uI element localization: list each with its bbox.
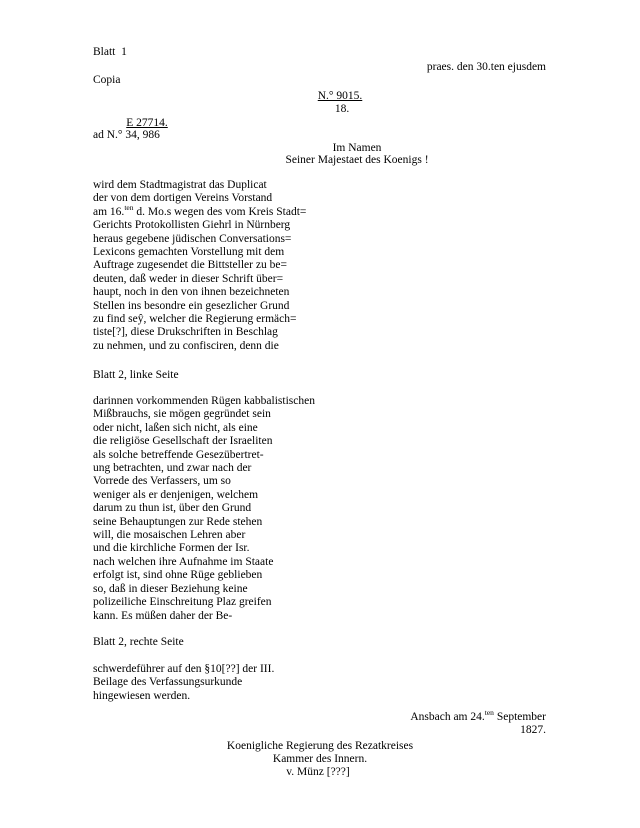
text-line: schwerdeführer auf den §10[??] der III. (93, 663, 275, 675)
text-line: erfolgt ist, sind ohne Rüge geblieben (93, 569, 263, 582)
text-line: will, die mosaischen Lehren aber (93, 529, 246, 542)
date-pre: am 16. (93, 205, 125, 218)
text-line: nach welchen ihre Aufnahme im Staate (93, 555, 274, 568)
text-line: darum zu thun ist, über den Grund (93, 502, 252, 515)
text-line: und die kirchliche Formen der Isr. (93, 542, 250, 555)
text-line: der von dem dortigen Vereins Vorstand (93, 192, 273, 205)
text-line: Beilage des Verfassungsurkunde (93, 676, 243, 689)
text-line: darinnen vorkommenden Rügen kabbalistischen (93, 395, 315, 407)
place-date-post: September (493, 711, 546, 723)
text-line: zu find seŷ, welcher die Regierung ermäch= (93, 313, 297, 326)
text-line: heraus gegebene jüdischen Conversations= (93, 232, 292, 245)
text-line: Mißbrauchs, sie mögen gegründet sein (93, 408, 271, 421)
text-line: deuten, daß weder in dieser Schrift über= (93, 272, 284, 285)
text-line: so, daß in dieser Beziehung keine (93, 582, 248, 595)
text-line: haupt, noch in den von ihnen bezeichneten (93, 286, 290, 299)
text-line: Vorrede des Verfassers, um so (93, 475, 231, 488)
text-line: wird dem Stadtmagistrat das Duplicat (93, 179, 267, 191)
text-line: zu nehmen, und zu confisciren, denn die (93, 339, 279, 352)
date-superscript: ten (124, 202, 134, 212)
sheet-2-right-label: Blatt 2, rechte Seite (93, 636, 184, 648)
place-date-superscript: ten (484, 708, 494, 718)
date-post: d. Mo.s wegen des vom Kreis Stadt= (133, 205, 307, 218)
text-line: hingewiesen werden. (93, 689, 191, 702)
text-line: oder nicht, laßen sich nicht, als eine (93, 421, 258, 434)
text-line: kann. Es müßen daher der Be- (93, 609, 233, 622)
text-line: seine Behauptungen zur Rede stehen (93, 515, 263, 528)
signature-line: v. Münz [???] (286, 766, 350, 778)
document-subnumber: 18. (334, 103, 350, 115)
authority-line: Koenigliche Regierung des Rezatkreises (226, 740, 414, 752)
year-line: 1827. (520, 724, 546, 736)
paragraph-2 (93, 395, 315, 623)
presentation-note: praes. den 30.ten ejusdem (426, 61, 546, 73)
text-line: polizeiliche Einschreitung Plaz greifen (93, 596, 272, 609)
text-line: die religiöse Gesellschaft der Israeliten (93, 435, 273, 448)
copy-label: Copia (93, 74, 121, 86)
text-line-with-superscript (93, 202, 307, 219)
file-number: E 27714. (126, 117, 168, 129)
place-date-line (410, 708, 546, 724)
text-line: ung betrachten, und zwar nach der (93, 462, 252, 475)
text-line: Stellen ins besondre ein gesezlicher Grund (93, 299, 290, 312)
text-line: als solche betreffende Gesezübertret- (93, 448, 264, 461)
reference-number: ad N.° 34, 986 (93, 129, 160, 141)
text-line: weniger als er denjenigen, welchem (93, 488, 259, 501)
place-date-pre: Ansbach am 24. (410, 711, 485, 723)
sheet-1-label: Blatt 1 (93, 46, 127, 58)
text-line: Auftrage zugesendet die Bittsteller zu be= (93, 259, 287, 272)
paragraph-3 (93, 663, 274, 703)
sheet-2-left-label: Blatt 2, linke Seite (93, 369, 179, 381)
paragraph-1 (93, 179, 306, 353)
text-line: Gerichts Protokollisten Giehrl in Nürnberg (93, 219, 291, 232)
invocation-line-2: Seiner Majestaet des Koenigs ! (285, 154, 429, 166)
department-line: Kammer des Innern. (272, 753, 368, 765)
text-line: Lexicons gemachten Vorstellung mit dem (93, 246, 285, 259)
text-line: tiste[?], diese Drukschriften in Beschlag (93, 326, 278, 339)
document-number: N.° 9015. (317, 90, 363, 102)
invocation-line-1: Im Namen (332, 142, 382, 154)
